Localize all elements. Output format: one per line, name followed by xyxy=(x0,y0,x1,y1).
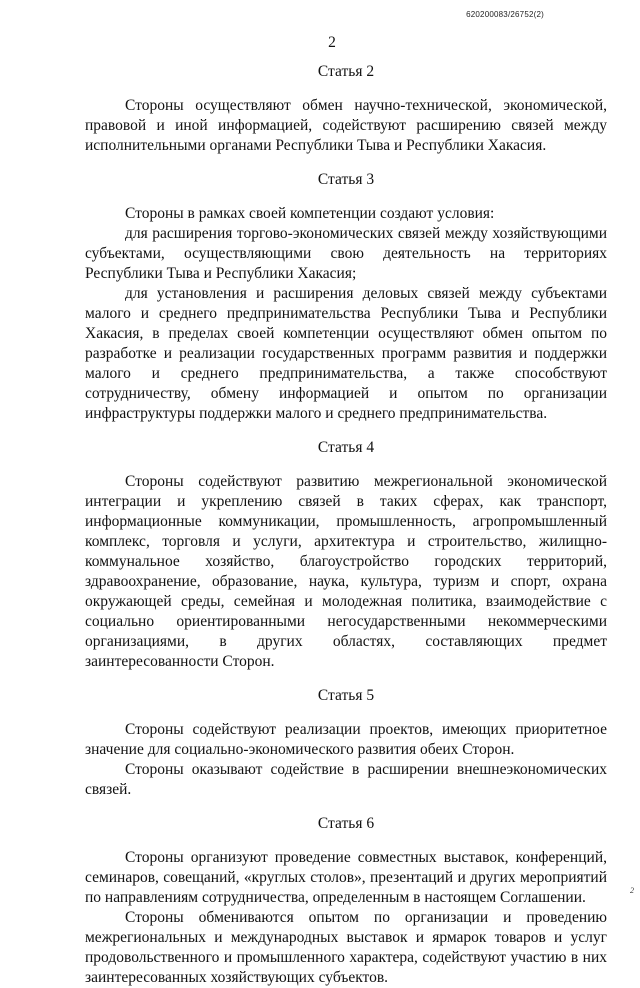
article-paragraph: Стороны оказывают содействие в расширении внешнеэкономических связей. xyxy=(85,761,607,798)
article-paragraph: Стороны осуществляют обмен научно-технической, экономической, правовой и иной информацией, содействуют расширению связей между исполнительными органами Республики Тыва и Республики Хакасия. xyxy=(85,97,607,154)
document-body xyxy=(85,62,607,988)
article-3 xyxy=(85,170,607,424)
article-title: Статья 4 xyxy=(317,439,375,456)
article-paragraph: для расширения торгово-экономических связей между хозяйствующими субъектами, осуществляющими свою деятельность на территориях Республики Тыва и Республики Хакасия; xyxy=(85,225,607,282)
article-title: Статья 5 xyxy=(317,687,375,704)
article-6 xyxy=(85,814,607,988)
article-title: Статья 3 xyxy=(317,171,375,188)
article-paragraph: для установления и расширения деловых связей между субъектами малого и среднего предпринимательства Республики Тыва и Республики Хакасия, в пределах своей компетенции осуществляют обмен опытом по разработке и реализации государственных программ развития и поддержки малого и среднего предпринимательства, а также способствуют сотрудничеству, обмену информацией и опытом по организации инфраструктуры поддержки малого и среднего предпринимательства. xyxy=(85,285,607,422)
article-paragraph: Стороны содействуют реализации проектов, имеющих приоритетное значение для социально-экономического развития обеих Сторон. xyxy=(85,721,607,758)
corner-page-mark: 2 xyxy=(630,886,634,895)
article-paragraph: Стороны в рамках своей компетенции создают условия: xyxy=(125,205,495,222)
article-2 xyxy=(85,62,607,156)
article-4 xyxy=(85,438,607,672)
article-paragraph: Стороны обмениваются опытом по организации и проведению межрегиональных и международных выставок и ярмарок товаров и услуг продовольственного и промышленного характера, содействуют участию в них заинтересованных хозяйствующих субъектов. xyxy=(85,909,607,986)
article-paragraph: Стороны организуют проведение совместных выставок, конференций, семинаров, совещаний, «круглых столов», презентаций и других мероприятий по направлениям сотрудничества, определенным в настоящем Соглашении. xyxy=(85,849,607,906)
page-number: 2 xyxy=(328,34,336,51)
article-paragraph: Стороны содействуют развитию межрегиональной экономической интеграции и укреплению связей в таких сферах, как транспорт, информационные коммуникации, промышленность, агропромышленный комплекс, торговля и услуги, архитектура и строительство, жилищно-коммунальное хозяйство, благоустройство городских территорий, здравоохранение, образование, наука, культура, туризм и спорт, охрана окружающей среды, семейная и молодежная политика, взаимодействие с социально ориентированными негосударственными некоммерческими организациями, в других областях, составляющих предмет заинтересованности Сторон. xyxy=(85,473,607,670)
document-code: 620200083/26752(2) xyxy=(466,10,544,19)
article-title: Статья 2 xyxy=(317,63,375,80)
article-title: Статья 6 xyxy=(317,815,375,832)
article-5 xyxy=(85,686,607,800)
